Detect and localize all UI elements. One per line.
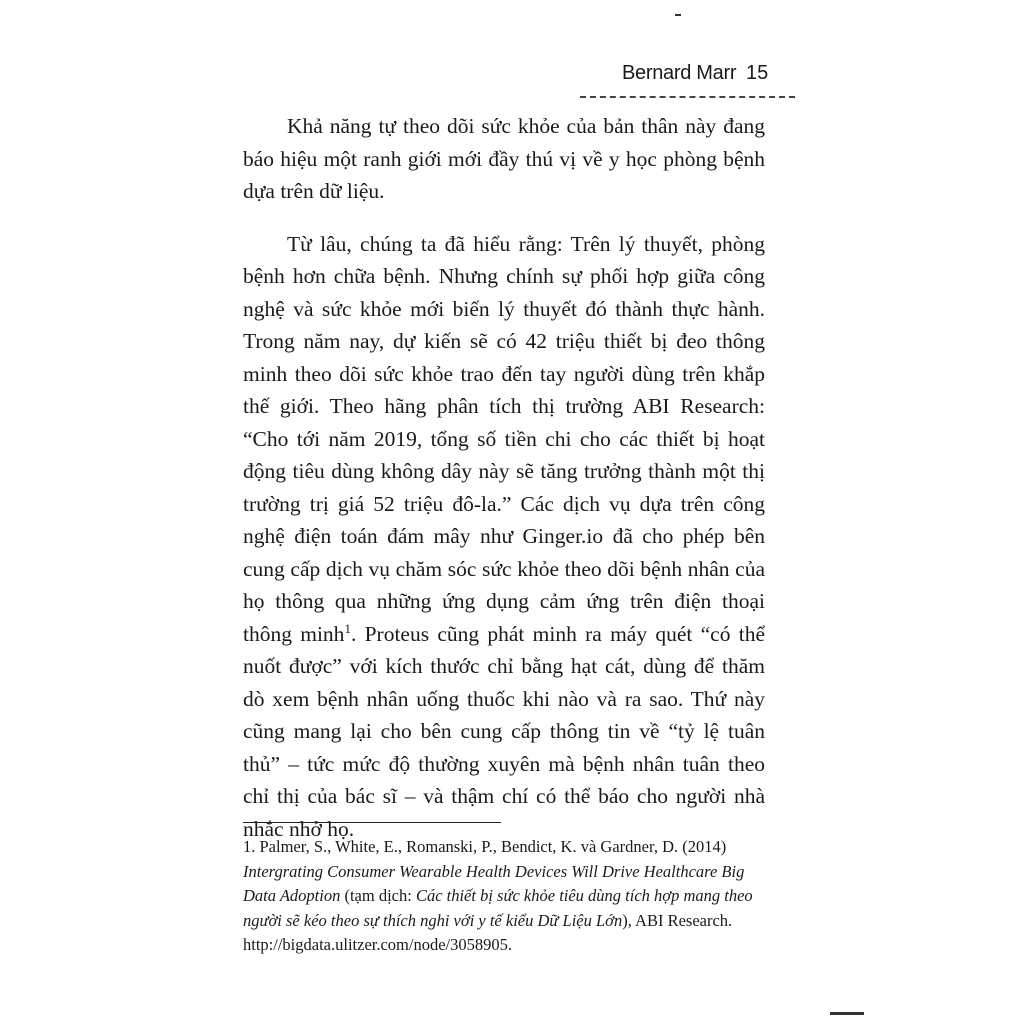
header-author: Bernard Marr — [622, 62, 737, 84]
paragraph-1: Khả năng tự theo dõi sức khỏe của bản thân này đang báo hiệu một ranh giới mới đầy thú vị về y học phòng bệnh dựa trên dữ liệu. — [243, 114, 765, 203]
body-text — [243, 110, 765, 845]
footnote-authors: 1. Palmer, S., White, E., Romanski, P., Bendict, K. và Gardner, D. (2014) — [243, 837, 727, 856]
footnote-translation-open: (tạm dịch: — [340, 886, 416, 905]
scan-mark-bottom — [830, 1012, 864, 1015]
footnote-translation-close: ), ABI Research. — [622, 910, 733, 930]
footnote-url: http://bigdata.ulitzer.com/node/3058905. — [243, 935, 512, 954]
paragraph-2-part-a: Từ lâu, chúng ta đã hiểu rằng: Trên lý thuyết, phòng bệnh hơn chữa bệnh. Nhưng chính sự phối hợp giữa công nghệ và sức khỏe mới biến lý thuyết đó thành thực hành. Trong năm nay, dự kiến sẽ có 42 triệu thiết bị đeo thông minh theo dõi sức khỏe trao đến tay người dùng trên khắp thế giới. Theo hãng phân tích thị trường ABI Research: “Cho tới năm 2019, tổng số tiền chi cho các thiết bị hoạt động tiêu dùng không dây này sẽ tăng trưởng thành một thị trường trị giá 52 triệu đô-la.” Các dịch vụ dựa trên công nghệ điện toán đám mây như Ginger.io đã cho phép bên cung cấp dịch vụ chăm sóc sức khỏe theo dõi bệnh nhân của họ thông qua những ứng dụng cảm ứng trên điện thoại thông minh — [243, 231, 765, 646]
footnote-divider — [243, 822, 501, 823]
footnote — [243, 835, 773, 958]
footnote-title: Intergrating Consumer Wearable Health Devices Will Drive Healthcare Big Data Adoption — [243, 861, 745, 905]
footnote-translation: Các thiết bị sức khỏe tiêu dùng tích hợp mang theo người sẽ kéo theo sự thích nghi với y tế kiểu Dữ Liệu Lớn — [243, 886, 753, 930]
running-header — [580, 62, 795, 98]
paragraph-2 — [243, 228, 765, 846]
paragraph-2-part-b: . Proteus cũng phát minh ra máy quét “có thể nuốt được” với kích thước chỉ bằng hạt cát, dùng để thăm dò xem bệnh nhân uống thuốc khi nào và ra sao. Thứ này cũng mang lại cho bên cung cấp thông tin về “tỷ lệ tuân thủ” – tức mức độ thường xuyên mà bệnh nhân tuân theo chỉ thị của bác sĩ – và thậm chí có thể báo cho người nhà nhắc nhở họ. — [243, 621, 766, 841]
scan-mark — [675, 14, 681, 16]
footnote-reference: 1 — [344, 620, 351, 636]
page-number: 15 — [746, 62, 769, 84]
